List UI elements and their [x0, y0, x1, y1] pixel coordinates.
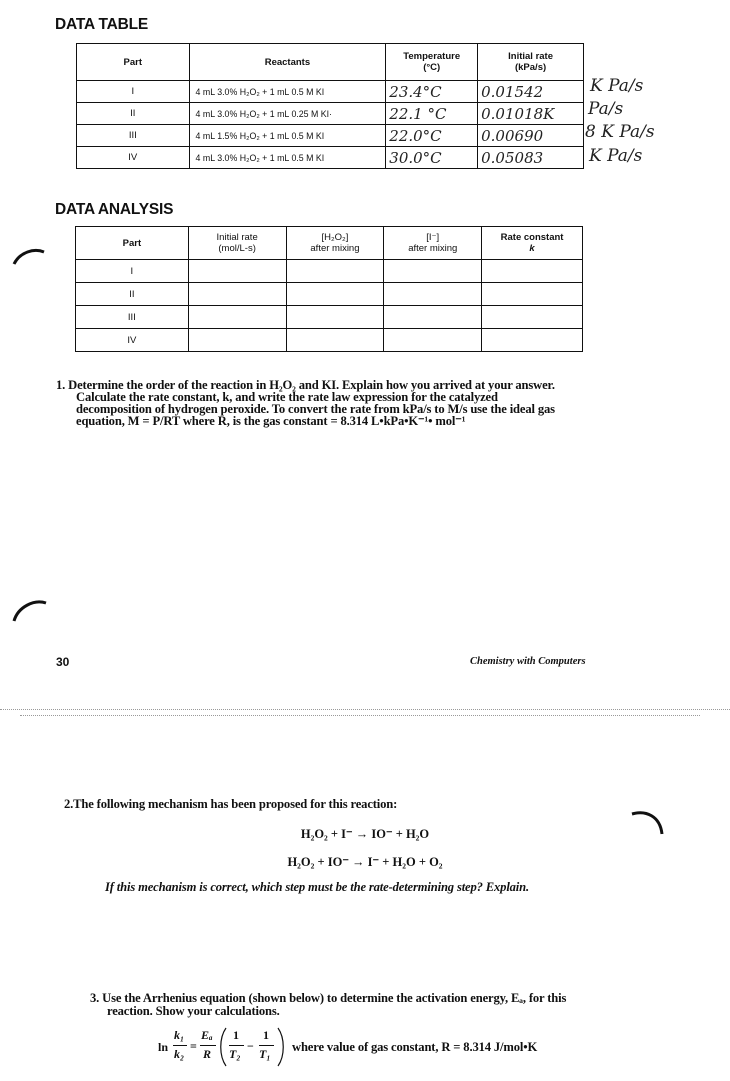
mechanism-step-2: H₂O₂ + IO⁻ → I⁻ + H₂O + O₂	[287, 855, 443, 869]
page-divider	[20, 715, 700, 717]
scan-mark	[6, 597, 50, 627]
table-row	[76, 329, 583, 352]
reactants-cell: 4 mL 3.0% H₂O₂ + 1 mL 0.5 M KI	[189, 147, 386, 169]
page-number: 30	[56, 655, 70, 669]
rate-cell: 0.05083	[478, 147, 584, 169]
eq-t1: T₁	[259, 1047, 271, 1061]
data-analysis-heading: DATA ANALYSIS	[55, 201, 174, 218]
gas-constant-note: where value of gas constant, R = 8.314 J/mol•K	[292, 1040, 538, 1054]
fraction-bar	[259, 1045, 274, 1046]
table-row	[76, 306, 583, 329]
question-1-line: Calculate the rate constant, k, and write the rate law expression for the catalyzed	[76, 390, 498, 404]
table-row	[77, 125, 584, 147]
empty-cell	[188, 260, 286, 283]
header-iodide: [I⁻] after mixing	[384, 227, 482, 260]
handwritten-unit: Pa/s	[588, 99, 624, 119]
eq-r: R	[203, 1047, 212, 1061]
eq-equals: =	[190, 1039, 197, 1053]
paren-right	[276, 1026, 286, 1068]
header-reactants: Reactants	[189, 44, 386, 81]
handwritten-unit: K Pa/s	[590, 76, 644, 96]
eq-t2: T₂	[229, 1047, 241, 1061]
header-initial-rate: Initial rate (mol/L-s)	[188, 227, 286, 260]
temperature-cell: 22.1 °C	[386, 103, 478, 125]
data-table-header-row	[77, 44, 584, 81]
eq-one: 1	[263, 1028, 269, 1042]
question-1-line: 1. Determine the order of the reaction in H₂O₂ and KI. Explain how you arrived at your answer.	[56, 378, 555, 392]
eq-one: 1	[233, 1028, 239, 1042]
handwritten-unit: 8 K Pa/s	[585, 122, 655, 142]
part-cell: II	[77, 103, 190, 125]
table-row	[76, 283, 583, 306]
header-h2o2: [H₂O₂] after mixing	[286, 227, 384, 260]
header-rate-constant: Rate constant k	[482, 227, 583, 260]
part-cell: IV	[77, 147, 190, 169]
question-2-line: 2.The following mechanism has been proposed for this reaction:	[64, 797, 398, 811]
book-title: Chemistry with Computers	[470, 656, 586, 667]
question-3-line: reaction. Show your calculations.	[107, 1004, 280, 1018]
empty-cell	[286, 260, 384, 283]
empty-cell	[188, 306, 286, 329]
header-part: Part	[76, 227, 189, 260]
empty-cell	[482, 283, 583, 306]
question-3-line: 3. Use the Arrhenius equation (shown below) to determine the activation energy, Eₐ, for this	[90, 991, 567, 1005]
scan-mark	[8, 246, 48, 270]
empty-cell	[482, 260, 583, 283]
header-temperature: Temperature (°C)	[386, 44, 478, 81]
part-cell: II	[76, 283, 189, 306]
temperature-cell: 22.0°C	[386, 125, 478, 147]
fraction-bar	[229, 1045, 244, 1046]
eq-ea: Eₐ	[201, 1028, 213, 1042]
part-cell: I	[76, 260, 189, 283]
empty-cell	[188, 283, 286, 306]
rate-cell: 0.01018K	[478, 103, 584, 125]
eq-ln: ln	[158, 1040, 169, 1054]
part-cell: IV	[76, 329, 189, 352]
empty-cell	[482, 306, 583, 329]
eq-k1: k₁	[174, 1028, 185, 1042]
part-cell: III	[77, 125, 190, 147]
page-divider	[0, 709, 730, 711]
reactants-cell: 4 mL 1.5% H₂O₂ + 1 mL 0.5 M KI	[189, 125, 386, 147]
temperature-cell: 30.0°C	[386, 147, 478, 169]
table-row	[77, 103, 584, 125]
reactants-cell: 4 mL 3.0% H₂O₂ + 1 mL 0.5 M KI	[189, 81, 386, 103]
analysis-header-row	[76, 227, 583, 260]
table-row	[77, 147, 584, 169]
table-row	[76, 260, 583, 283]
fraction-bar	[200, 1045, 216, 1046]
part-cell: III	[76, 306, 189, 329]
question-1-line: equation, M = P/RT where R, is the gas constant = 8.314 L•kPa•K⁻¹• mol⁻¹	[76, 414, 466, 428]
header-part: Part	[77, 44, 190, 81]
empty-cell	[286, 329, 384, 352]
data-table	[76, 43, 584, 169]
table-row	[77, 81, 584, 103]
part-cell: I	[77, 81, 190, 103]
handwritten-unit: K Pa/s	[589, 146, 643, 166]
arrhenius-equation	[158, 1026, 298, 1068]
eq-k2: k₂	[174, 1047, 185, 1061]
temperature-cell: 23.4°C	[386, 81, 478, 103]
empty-cell	[384, 306, 482, 329]
empty-cell	[286, 306, 384, 329]
empty-cell	[384, 329, 482, 352]
eq-minus: −	[247, 1039, 254, 1053]
empty-cell	[384, 283, 482, 306]
question-2-line: If this mechanism is correct, which step must be the rate-determining step? Explain.	[105, 880, 530, 894]
empty-cell	[286, 283, 384, 306]
question-1-line: decomposition of hydrogen peroxide. To convert the rate from kPa/s to M/s use the ideal gas	[76, 402, 555, 416]
data-table-heading: DATA TABLE	[55, 16, 148, 33]
data-analysis-table	[75, 226, 583, 352]
header-initial-rate: Initial rate (kPa/s)	[478, 44, 584, 81]
empty-cell	[188, 329, 286, 352]
empty-cell	[482, 329, 583, 352]
paren-left	[218, 1026, 228, 1068]
reactants-cell: 4 mL 3.0% H₂O₂ + 1 mL 0.25 M KI·	[189, 103, 386, 125]
rate-cell: 0.00690	[478, 125, 584, 147]
fraction-bar	[173, 1045, 187, 1046]
mechanism-step-1: H₂O₂ + I⁻ → IO⁻ + H₂O	[300, 827, 430, 841]
rate-cell: 0.01542	[478, 81, 584, 103]
empty-cell	[384, 260, 482, 283]
